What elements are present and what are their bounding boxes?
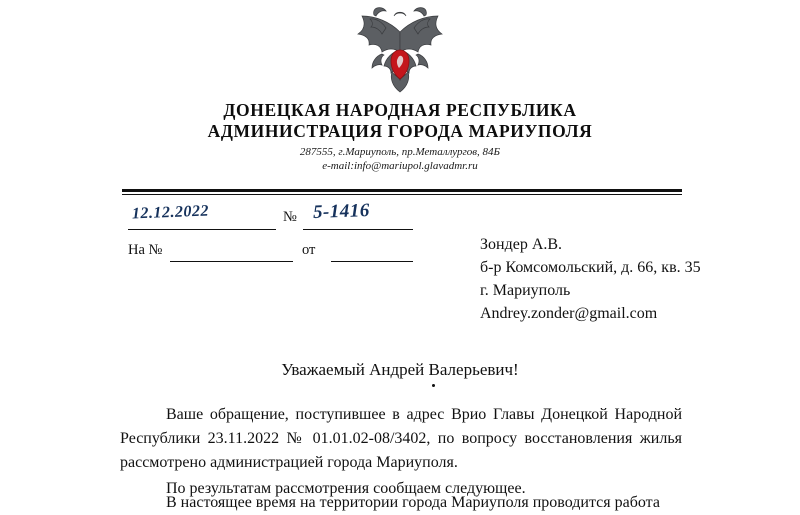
organization-administration: АДМИНИСТРАЦИЯ ГОРОДА МАРИУПОЛЯ — [207, 121, 593, 141]
na-number-label: На № — [128, 242, 163, 258]
salutation — [0, 360, 800, 380]
addressee-street: б-р Комсомольский, д. 66, кв. 35 — [480, 259, 701, 276]
date-underline — [128, 229, 276, 230]
letter-body — [120, 403, 682, 501]
addressee-block — [480, 233, 780, 325]
organization-republic: ДОНЕЦКАЯ НАРОДНАЯ РЕСПУБЛИКА — [223, 100, 577, 120]
reference-block — [128, 200, 428, 266]
ot-date-underline — [331, 261, 413, 262]
ot-date-label: от — [302, 242, 316, 258]
ink-dot-mark — [432, 384, 435, 387]
addressee-name: Зондер А.В. — [480, 236, 563, 253]
number-underline — [303, 229, 413, 230]
letterhead-header — [0, 100, 800, 173]
body-paragraph-3: В настоящее время на территории города Мариуполя проводится работа — [166, 494, 660, 511]
handwritten-number: 5-1416 — [312, 200, 371, 223]
header-divider-thick — [122, 189, 682, 192]
reference-row-date-number — [128, 200, 428, 232]
addressee-email: Andrey.zonder@gmail.com — [480, 305, 658, 322]
reference-row-incoming — [128, 240, 428, 266]
salutation-text: Уважаемый Андрей Валерьевич! — [281, 360, 519, 379]
letter-body-clipped — [120, 491, 682, 511]
handwritten-date: 12.12.2022 — [131, 202, 210, 223]
na-number-underline — [170, 261, 293, 262]
double-headed-eagle-icon — [346, 6, 454, 98]
addressee-city: г. Мариуполь — [480, 282, 571, 299]
header-divider-thin — [122, 194, 682, 195]
organization-email: e-mail:info@mariupol.glavadmr.ru — [322, 160, 478, 172]
number-label: № — [283, 209, 297, 225]
emblem-container — [0, 6, 800, 98]
organization-address: 287555, г.Мариуполь, пр.Металлургов, 84Б — [299, 146, 501, 158]
body-paragraph-2: По результатам рассмотрения сообщаем следующее. — [166, 480, 526, 497]
body-paragraph-1: Ваше обращение, поступившее в адрес Врио Главы Донецкой Народной Республики 23.11.2022 № 01.01.02-08/3402, по вопросу восстановления жилья рассмотрено администрацией города Мариуполя. — [120, 406, 682, 471]
